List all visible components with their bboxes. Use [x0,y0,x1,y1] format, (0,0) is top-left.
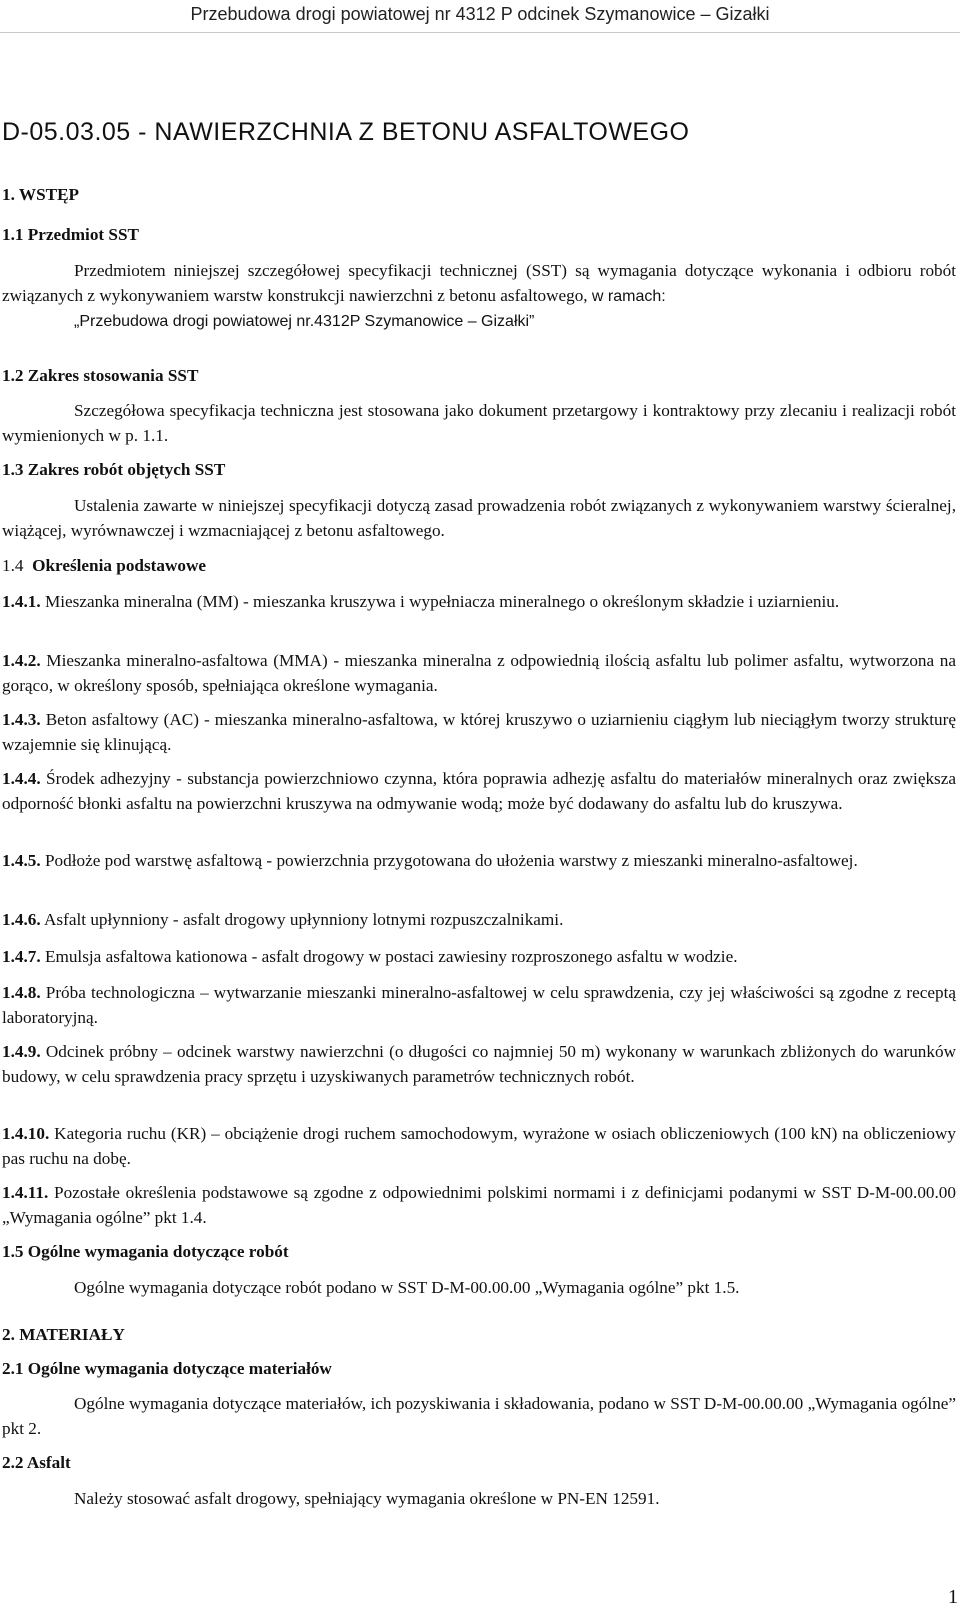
definition-1-4-6: 1.4.6. Asfalt upłynniony - asfalt drogowy upłynniony lotnymi rozpuszczalnikami. [2,910,564,929]
section-1-4-number: 1.4 [2,556,24,575]
section-2-2-paragraph: Należy stosować asfalt drogowy, spełniający wymagania określone w PN-EN 12591. [74,1489,660,1508]
definition-1-4-3: 1.4.3. Beton asfaltowy (AC) - mieszanka mineralno-asfaltowa, w której kruszywo o uziarnieniu ciągłym lub nieciągłym tworzy strukturę wzajemnie się klinującą. [2,710,956,754]
section-2-1-paragraph: Ogólne wymagania dotyczące materiałów, ich pozyskiwania i składowania, podano w SST D-M-00.00.00 „Wymagania ogólne” pkt 2. [2,1394,956,1438]
section-1-1-text: Przedmiotem niniejszej szczegółowej specyfikacji technicznej (SST) są wymagania dotyczące wykonania i odbioru robót związanych z wykonywaniem warstw konstrukcji nawierzchni z betonu asfaltowego, [2,261,956,305]
section-1-1-heading: 1.1 Przedmiot SST [2,225,140,244]
section-2-heading: 2. MATERIAŁY [2,1325,125,1344]
definition-1-4-7: 1.4.7. Emulsja asfaltowa kationowa - asfalt drogowy w postaci zawiesiny rozproszonego asfaltu w wodzie. [2,947,738,966]
section-1-2-heading: 1.2 Zakres stosowania SST [2,366,199,385]
section-1-3-heading: 1.3 Zakres robót objętych SST [2,460,226,479]
definition-1-4-9: 1.4.9. Odcinek próbny – odcinek warstwy nawierzchni (o długości co najmniej 50 m) wykonany w warunkach zbliżonych do warunków budowy, w celu sprawdzenia pracy sprzętu i uzyskiwanych parametrów technicznych robót. [2,1042,956,1086]
section-2-2-heading: 2.2 Asfalt [2,1453,71,1472]
section-2-1-heading: 2.1 Ogólne wymagania dotyczące materiałów [2,1359,332,1378]
section-1-4-label: Określenia podstawowe [32,556,207,575]
definition-1-4-11: 1.4.11. Pozostałe określenia podstawowe są zgodne z odpowiednimi polskimi normami i z definicjami podanymi w SST D-M-00.00.00 „Wymagania ogólne” pkt 1.4. [2,1183,956,1227]
section-1-1-text-tail: w ramach: [591,288,666,305]
project-name: „Przebudowa drogi powiatowej nr.4312P Szymanowice – Gizałki” [74,313,535,330]
section-1-5-paragraph: Ogólne wymagania dotyczące robót podano w SST D-M-00.00.00 „Wymagania ogólne” pkt 1.5. [74,1278,740,1297]
section-1-3-paragraph: Ustalenia zawarte w niniejszej specyfikacji dotyczą zasad prowadzenia robót związanych z wykonywaniem warstwy ścieralnej, wiążącej, wyrównawczej i wzmacniającej z betonu asfaltowego. [2,496,956,540]
section-1-5-heading: 1.5 Ogólne wymagania dotyczące robót [2,1242,289,1261]
definition-1-4-2: 1.4.2. Mieszanka mineralno-asfaltowa (MMA) - mieszanka mineralna z odpowiednią ilością asfaltu lub polimer asfaltu, wytworzona na gorąco, w określony sposób, spełniająca określone wymagania. [2,651,956,695]
header-divider [0,32,960,33]
section-1-1-paragraph [2,258,956,335]
section-1-heading: 1. WSTĘP [2,185,80,204]
page-number: 1 [948,1586,958,1608]
section-1-2-paragraph: Szczegółowa specyfikacja techniczna jest stosowana jako dokument przetargowy i kontraktowy przy zlecaniu i realizacji robót wymienionych w p. 1.1. [2,401,956,445]
definition-1-4-4: 1.4.4. Środek adhezyjny - substancja powierzchniowo czynna, która poprawia adhezję asfaltu do materiałów mineralnych oraz zwiększa odporność błonki asfaltu na powierzchni kruszywa na odmywanie wodą; może być dodawany do asfaltu lub do kruszywa. [2,769,956,813]
document-title: D-05.03.05 - NAWIERZCHNIA Z BETONU ASFALTOWEGO [2,118,690,146]
definition-1-4-10: 1.4.10. Kategoria ruchu (KR) – obciążenie drogi ruchem samochodowym, wyrażone w osiach obliczeniowych (100 kN) na obliczeniowy pas ruchu na dobę. [2,1124,956,1168]
definition-1-4-1: 1.4.1. Mieszanka mineralna (MM) - mieszanka kruszywa i wypełniacza mineralnego o określonym składzie i uziarnieniu. [2,592,840,611]
section-1-4-heading [2,553,956,578]
definition-1-4-5: 1.4.5. Podłoże pod warstwę asfaltową - powierzchnia przygotowana do ułożenia warstwy z mieszanki mineralno-asfaltowej. [2,851,858,870]
running-header: Przebudowa drogi powiatowej nr 4312 P odcinek Szymanowice – Gizałki [190,4,770,24]
definition-1-4-8: 1.4.8. Próba technologiczna – wytwarzanie mieszanki mineralno-asfaltowej w celu sprawdzenia, czy jej właściwości są zgodne z receptą laboratoryjną. [2,983,956,1027]
